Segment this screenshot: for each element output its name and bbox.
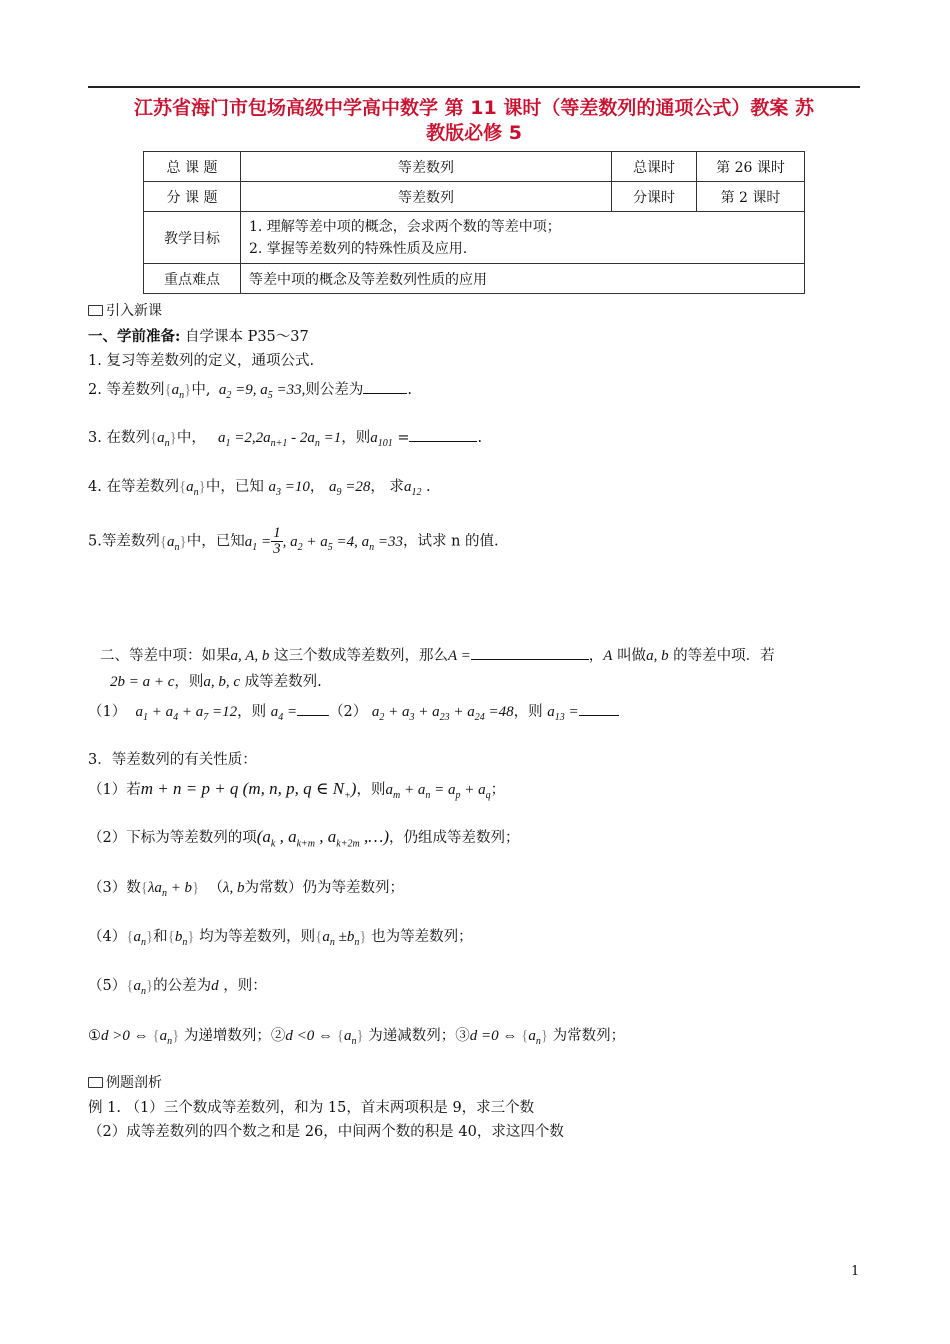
table-cell: 分 课 题 <box>144 182 241 212</box>
text: 则公差为 <box>305 382 364 398</box>
text: 这三个数成等差数列，那么 <box>274 648 449 664</box>
text: 为常数列； <box>552 1028 626 1044</box>
section-label: 例题剖析 <box>106 1075 162 1091</box>
question-1: 1. 复习等差数列的定义，通项公式. <box>88 353 315 369</box>
prep-label: 一、学前准备: <box>88 328 181 345</box>
text: . <box>407 382 412 398</box>
text: 的等差中项．若 <box>673 648 775 664</box>
text: 叫做 <box>617 648 647 664</box>
table-row <box>144 182 805 212</box>
text: 中， <box>176 430 206 446</box>
answer-blank <box>471 659 589 660</box>
table-cell: 第 26 课时 <box>697 152 805 182</box>
text: 中，已知 <box>205 479 264 495</box>
text: （ <box>208 880 223 896</box>
text: （1） <box>88 704 127 720</box>
table-cell: 等差数列 <box>241 182 612 212</box>
text: ，则 <box>237 704 267 720</box>
prep-line <box>88 325 309 346</box>
text: （4） <box>88 929 127 945</box>
text: 5.等差数列 <box>88 533 160 550</box>
table-row <box>144 212 805 264</box>
section-2-exercises: （1） $a_1 + a_4 + a_7 =12$，则 $a_4 = (2) a_2 + a_3 + a_{23} + a_{24} =48$，则 $a_{13}$ = <box>88 700 619 723</box>
property-5-cases: ①d >0 ⇔ $\{a_n\}$ 为递增数列；②d <0 ⇔ $\{a_n\}$ 为递减数列；③d =0 ⇔ $\{a_n\}$ 为常数列； <box>88 1028 626 1047</box>
answer-blank <box>297 715 329 716</box>
text: ，则 <box>356 782 386 798</box>
text: 中, <box>191 382 211 398</box>
property-2: （2）下标为等差数列的项($a_k$ , $a_{k+m}$ , $a_{k+2m}$ ,…)，仍组成等差数列； <box>88 827 520 850</box>
objective-1: 1. 理解等差中项的概念，会求两个数的等差中项； <box>249 218 561 235</box>
question-2: 2. 等差数列$\{a_n\}$中, $a_2 =9$, $a_5 =33$,则公差为 . <box>88 382 412 401</box>
fraction: $\frac{1}{3}$ <box>273 525 281 557</box>
text: 3. 在数列 <box>88 430 150 446</box>
text: = <box>397 430 410 446</box>
table-cell <box>241 212 805 264</box>
text: ，则 <box>341 430 371 446</box>
text: 二、等差中项：如果 <box>100 648 231 664</box>
example-1-part-1: 例 1. （1）三个数成等差数列，和为 15，首末两项积是 9，求三个数 <box>88 1100 535 1116</box>
text: （1）若 <box>88 782 141 798</box>
text: 和 <box>153 929 168 945</box>
page-number: 1 <box>851 1264 860 1279</box>
title-line-1: 江苏省海门市包场高级中学高中数学 第 11 课时（等差数列的通项公式）教案 苏 <box>134 97 814 119</box>
text: 成等差数列. <box>244 674 322 690</box>
section-2-line-2: 2b = a + c，则a, b, c 成等差数列. <box>110 674 322 690</box>
text: ，则： <box>223 978 267 994</box>
answer-blank <box>363 393 407 394</box>
text: . <box>426 479 431 495</box>
table-row <box>144 264 805 294</box>
property-5: $(5)\{a_n\}$的公差为d ，则： <box>88 978 267 997</box>
text: ① <box>88 1028 101 1044</box>
folder-icon <box>88 1077 103 1088</box>
objective-2: 2. 掌握等差数列的特殊性质及应用. <box>249 240 468 257</box>
text: ， <box>588 648 604 664</box>
section-examples <box>88 1072 162 1092</box>
text: 也为等差数列； <box>371 929 473 945</box>
answer-blank <box>579 715 619 716</box>
text: ， <box>309 479 325 495</box>
text: 2. 等差数列 <box>88 382 165 398</box>
prep-text: 自学课本 P35～37 <box>184 329 309 345</box>
table-cell: 教学目标 <box>144 212 241 264</box>
top-rule <box>88 86 860 88</box>
text: 中，已知 <box>186 533 245 550</box>
text: ，则 <box>513 704 543 720</box>
text: ，试求 n 的值. <box>403 533 499 550</box>
question-4: 4. 在等差数列$\{a_n\}$中，已知 $a_3 =10$， $a_9 =28$， 求$a_{12}$ . <box>88 479 431 498</box>
answer-blank <box>409 441 477 442</box>
property-1: （1）若m + n = p + q (m, n, p, q ∈ $N_+$)，则$a_m + a_n = a_p + a_q$； <box>88 779 506 802</box>
text: 为递减数列；③ <box>368 1028 470 1044</box>
section-intro <box>88 300 162 320</box>
text: 的公差为 <box>153 978 212 994</box>
text: 为递增数列；② <box>183 1028 286 1044</box>
property-4: $(4)\{a_n\}$和$\{b_n\}$ 均为等差数列，则$\{a_n \pm b_n\}$ 也为等差数列； <box>88 929 473 948</box>
section-label: 引入新课 <box>106 303 162 319</box>
text: （5） <box>88 978 127 994</box>
text: ，则 <box>174 674 204 690</box>
section-3-title: 3．等差数列的有关性质： <box>88 752 257 768</box>
table-row <box>144 152 805 182</box>
document-title <box>88 96 860 146</box>
text: 4. 在等差数列 <box>88 479 179 495</box>
lesson-info-table <box>143 151 805 294</box>
table-cell: 总课时 <box>612 152 697 182</box>
section-2-line-1: 二、等差中项：如果a, A, b 这三个数成等差数列，那么A = ，A 叫做a, b 的等差中项．若 <box>100 648 775 664</box>
property-3: （3）数$\{\lambda a_n + b\}$ （λ, b为常数）仍为等差数列； <box>88 880 404 899</box>
text: ，仍组成等差数列； <box>388 830 520 846</box>
table-cell: 总 课 题 <box>144 152 241 182</box>
text: 为常数）仍为等差数列； <box>244 880 404 896</box>
text: 均为等差数列，则 <box>199 929 316 945</box>
text: （2）下标为等差数列的项 <box>88 830 257 846</box>
question-3: 3. 在数列$\{a_n\}$中， $a_1 =2,2a_{n+1} - 2a_n =1$，则$a_{101}$ = . <box>88 430 483 449</box>
table-cell: 重点难点 <box>144 264 241 294</box>
text: ， 求 <box>370 479 404 495</box>
question-5: 5.等差数列$\{a_n\}$中，已知$a_1$ = $\frac{1}{3}$ , $a_2 + a_5 =4$, $a_n =33$，试求 n 的值. <box>88 525 499 557</box>
table-cell: 等差数列 <box>241 152 612 182</box>
text: ； <box>490 782 506 798</box>
folder-icon <box>88 305 103 316</box>
table-cell: 分课时 <box>612 182 697 212</box>
example-1-part-2: （2）成等差数列的四个数之和是 26，中间两个数的积是 40，求这四个数 <box>88 1124 564 1140</box>
text: （3）数 <box>88 880 141 896</box>
text: （2） <box>329 704 368 720</box>
text: . <box>477 430 483 446</box>
title-line-2: 教版必修 5 <box>426 122 522 144</box>
table-cell: 等差中项的概念及等差数列性质的应用 <box>241 264 805 294</box>
table-cell: 第 2 课时 <box>697 182 805 212</box>
